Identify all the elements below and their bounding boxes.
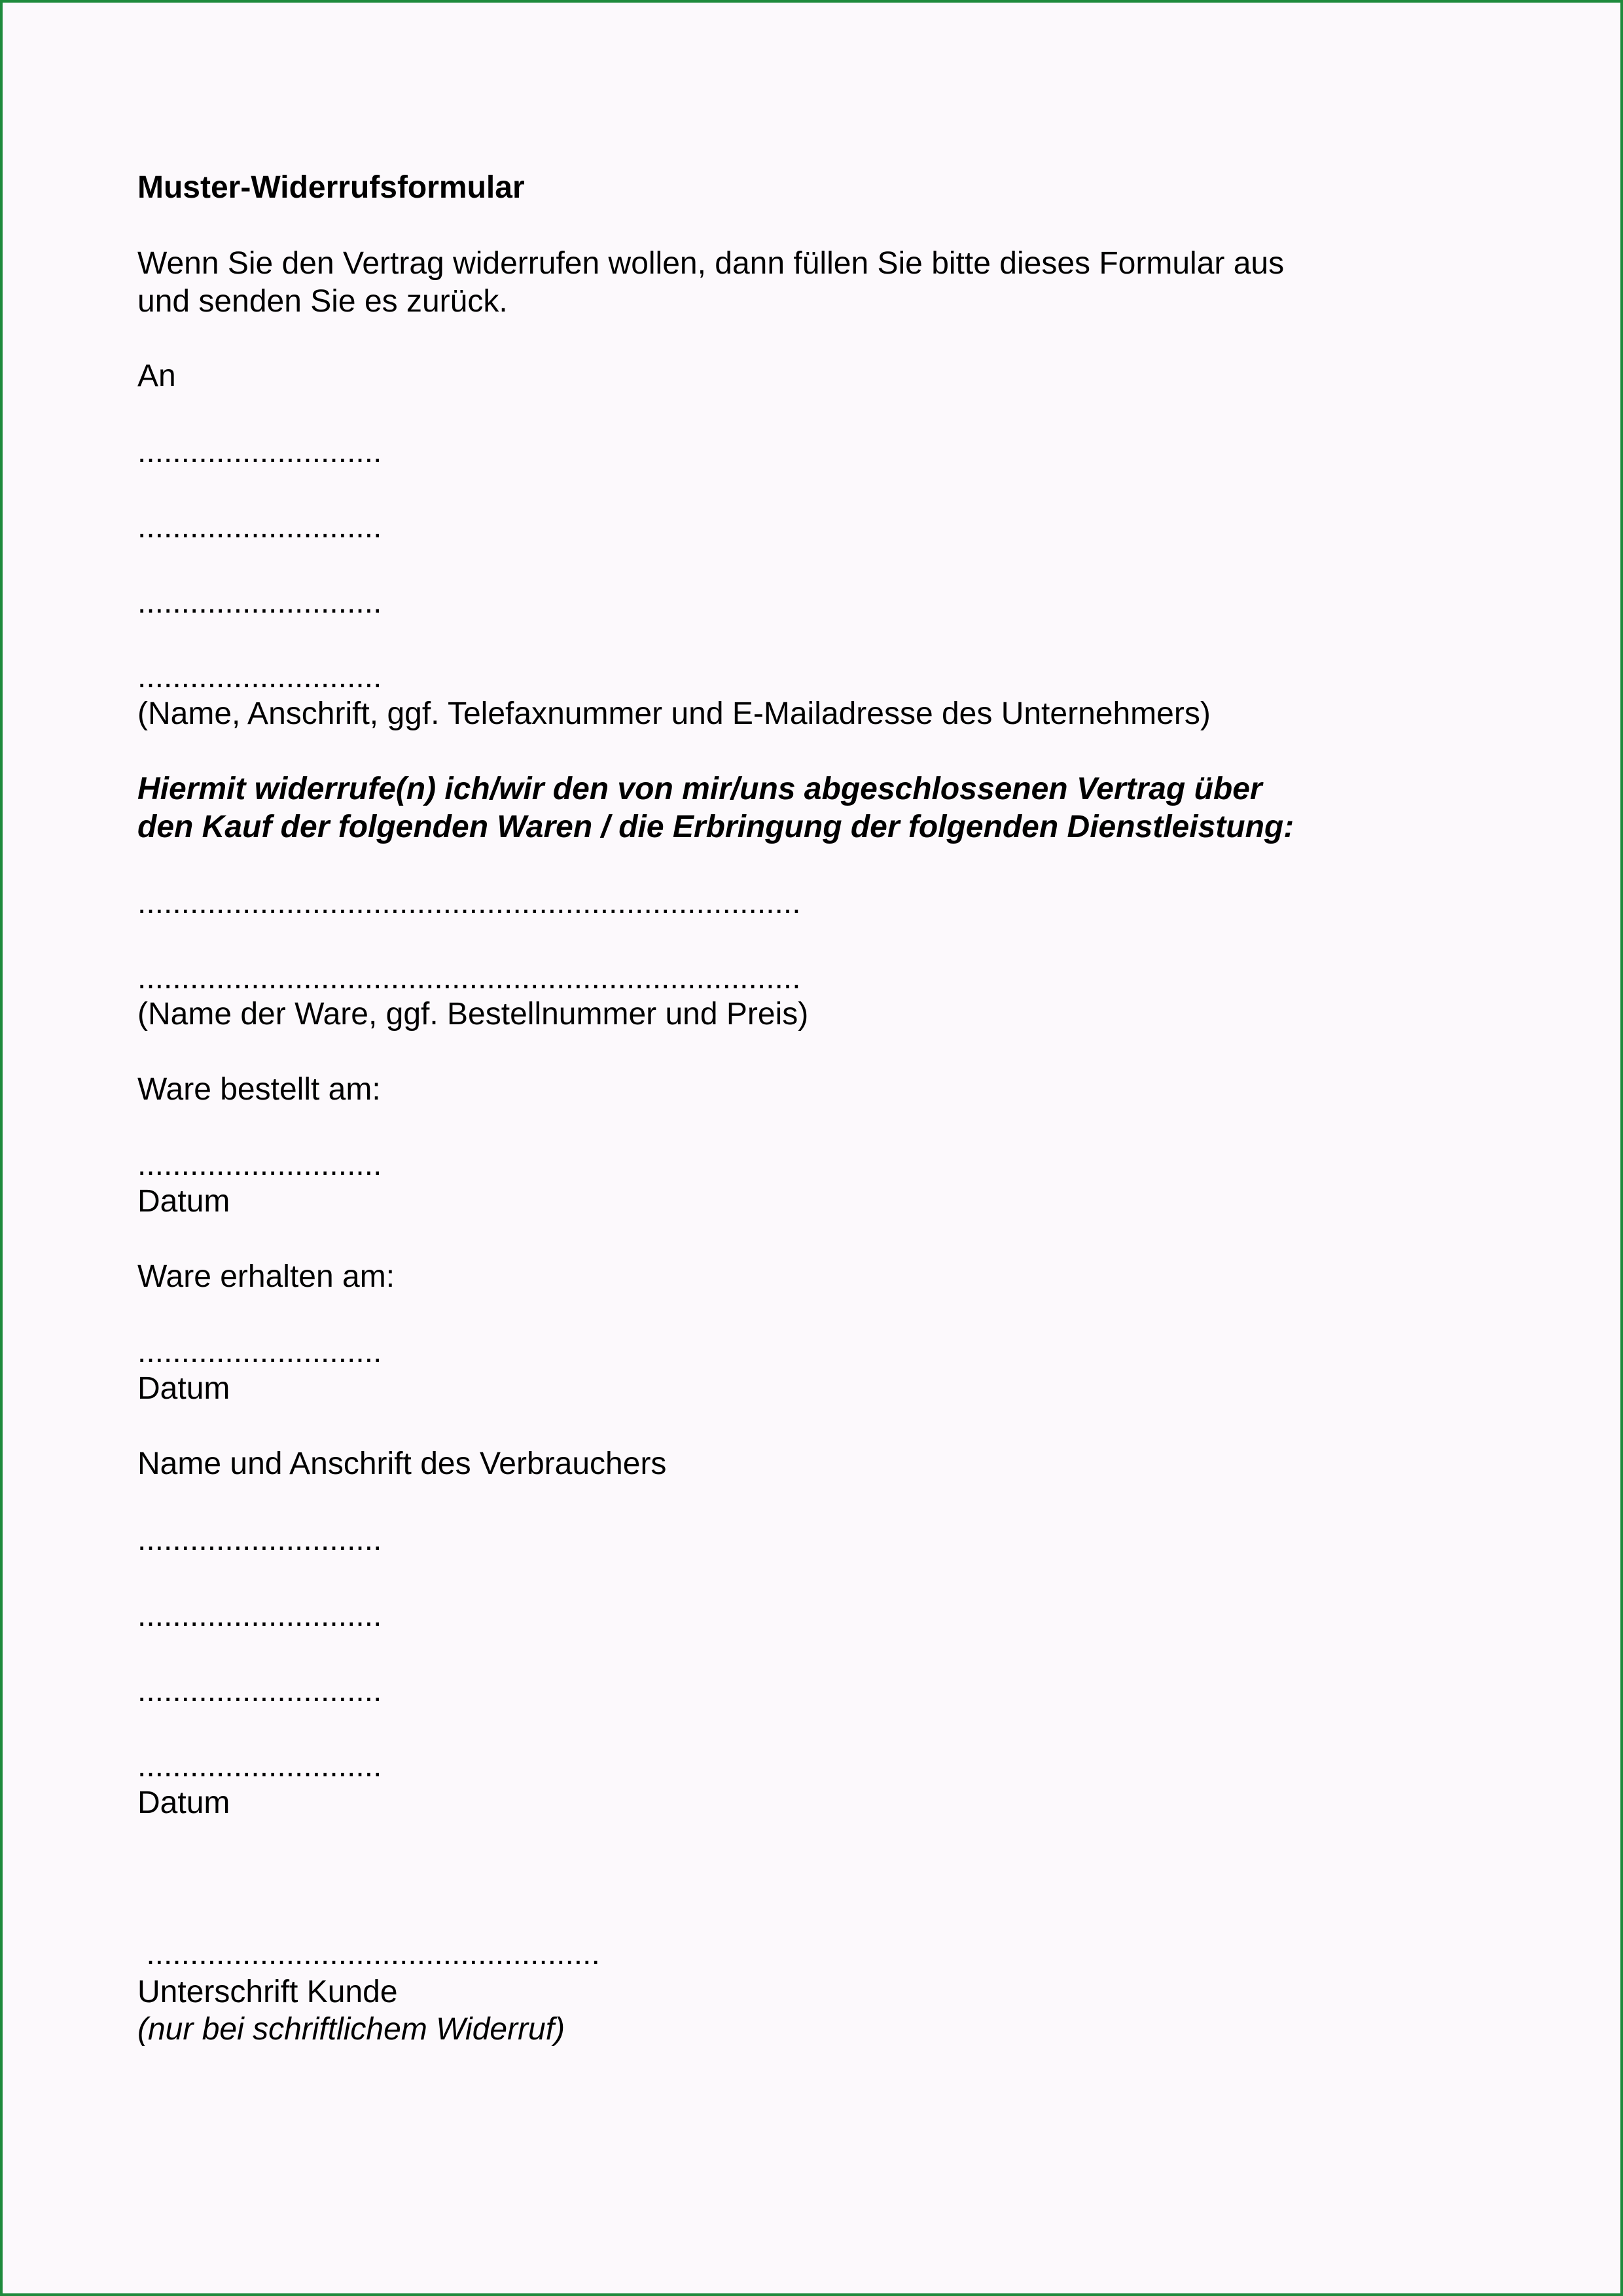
to-label: An — [137, 359, 176, 393]
recipient-blank-1: ............................ — [137, 435, 382, 469]
signature-blank: .................................................... — [137, 1937, 600, 1971]
goods-hint: (Name der Ware, ggf. Bestellnummer und Preis) — [137, 997, 809, 1031]
consumer-blank-1: ............................ — [137, 1522, 382, 1557]
received-label: Ware erhalten am: — [137, 1259, 395, 1294]
received-date-label: Datum — [137, 1371, 230, 1406]
form-title: Muster-Widerrufsformular — [137, 170, 525, 205]
received-date-blank: ............................ — [137, 1335, 382, 1369]
statement-line-1: Hiermit widerrufe(n) ich/wir den von mir/uns abgeschlossenen Vertrag über — [137, 772, 1262, 806]
ordered-date-label: Datum — [137, 1184, 230, 1219]
ordered-label: Ware bestellt am: — [137, 1072, 381, 1107]
consumer-blank-3: ............................ — [137, 1674, 382, 1708]
intro-text-line-2: und senden Sie es zurück. — [137, 284, 508, 319]
recipient-blank-4: ............................ — [137, 660, 382, 694]
consumer-blank-4: ............................ — [137, 1749, 382, 1784]
goods-blank-2: ............................................................................ — [137, 961, 801, 996]
consumer-date-label: Datum — [137, 1785, 230, 1820]
recipient-blank-2: ............................ — [137, 510, 382, 545]
ordered-date-blank: ............................ — [137, 1147, 382, 1182]
statement-line-2: den Kauf der folgenden Waren / die Erbringung der folgenden Dienstleistung: — [137, 810, 1294, 844]
signature-label: Unterschrift Kunde — [137, 1975, 398, 2009]
intro-text-line-1: Wenn Sie den Vertrag widerrufen wollen, dann füllen Sie bitte dieses Formular aus — [137, 246, 1285, 281]
consumer-blank-2: ............................ — [137, 1598, 382, 1633]
recipient-hint: (Name, Anschrift, ggf. Telefaxnummer und E-Mailadresse des Unternehmers) — [137, 696, 1211, 731]
signature-note: (nur bei schriftlichem Widerruf) — [137, 2012, 565, 2047]
recipient-blank-3: ............................ — [137, 585, 382, 620]
goods-blank-1: ............................................................................ — [137, 886, 801, 920]
consumer-label: Name und Anschrift des Verbrauchers — [137, 1446, 667, 1481]
